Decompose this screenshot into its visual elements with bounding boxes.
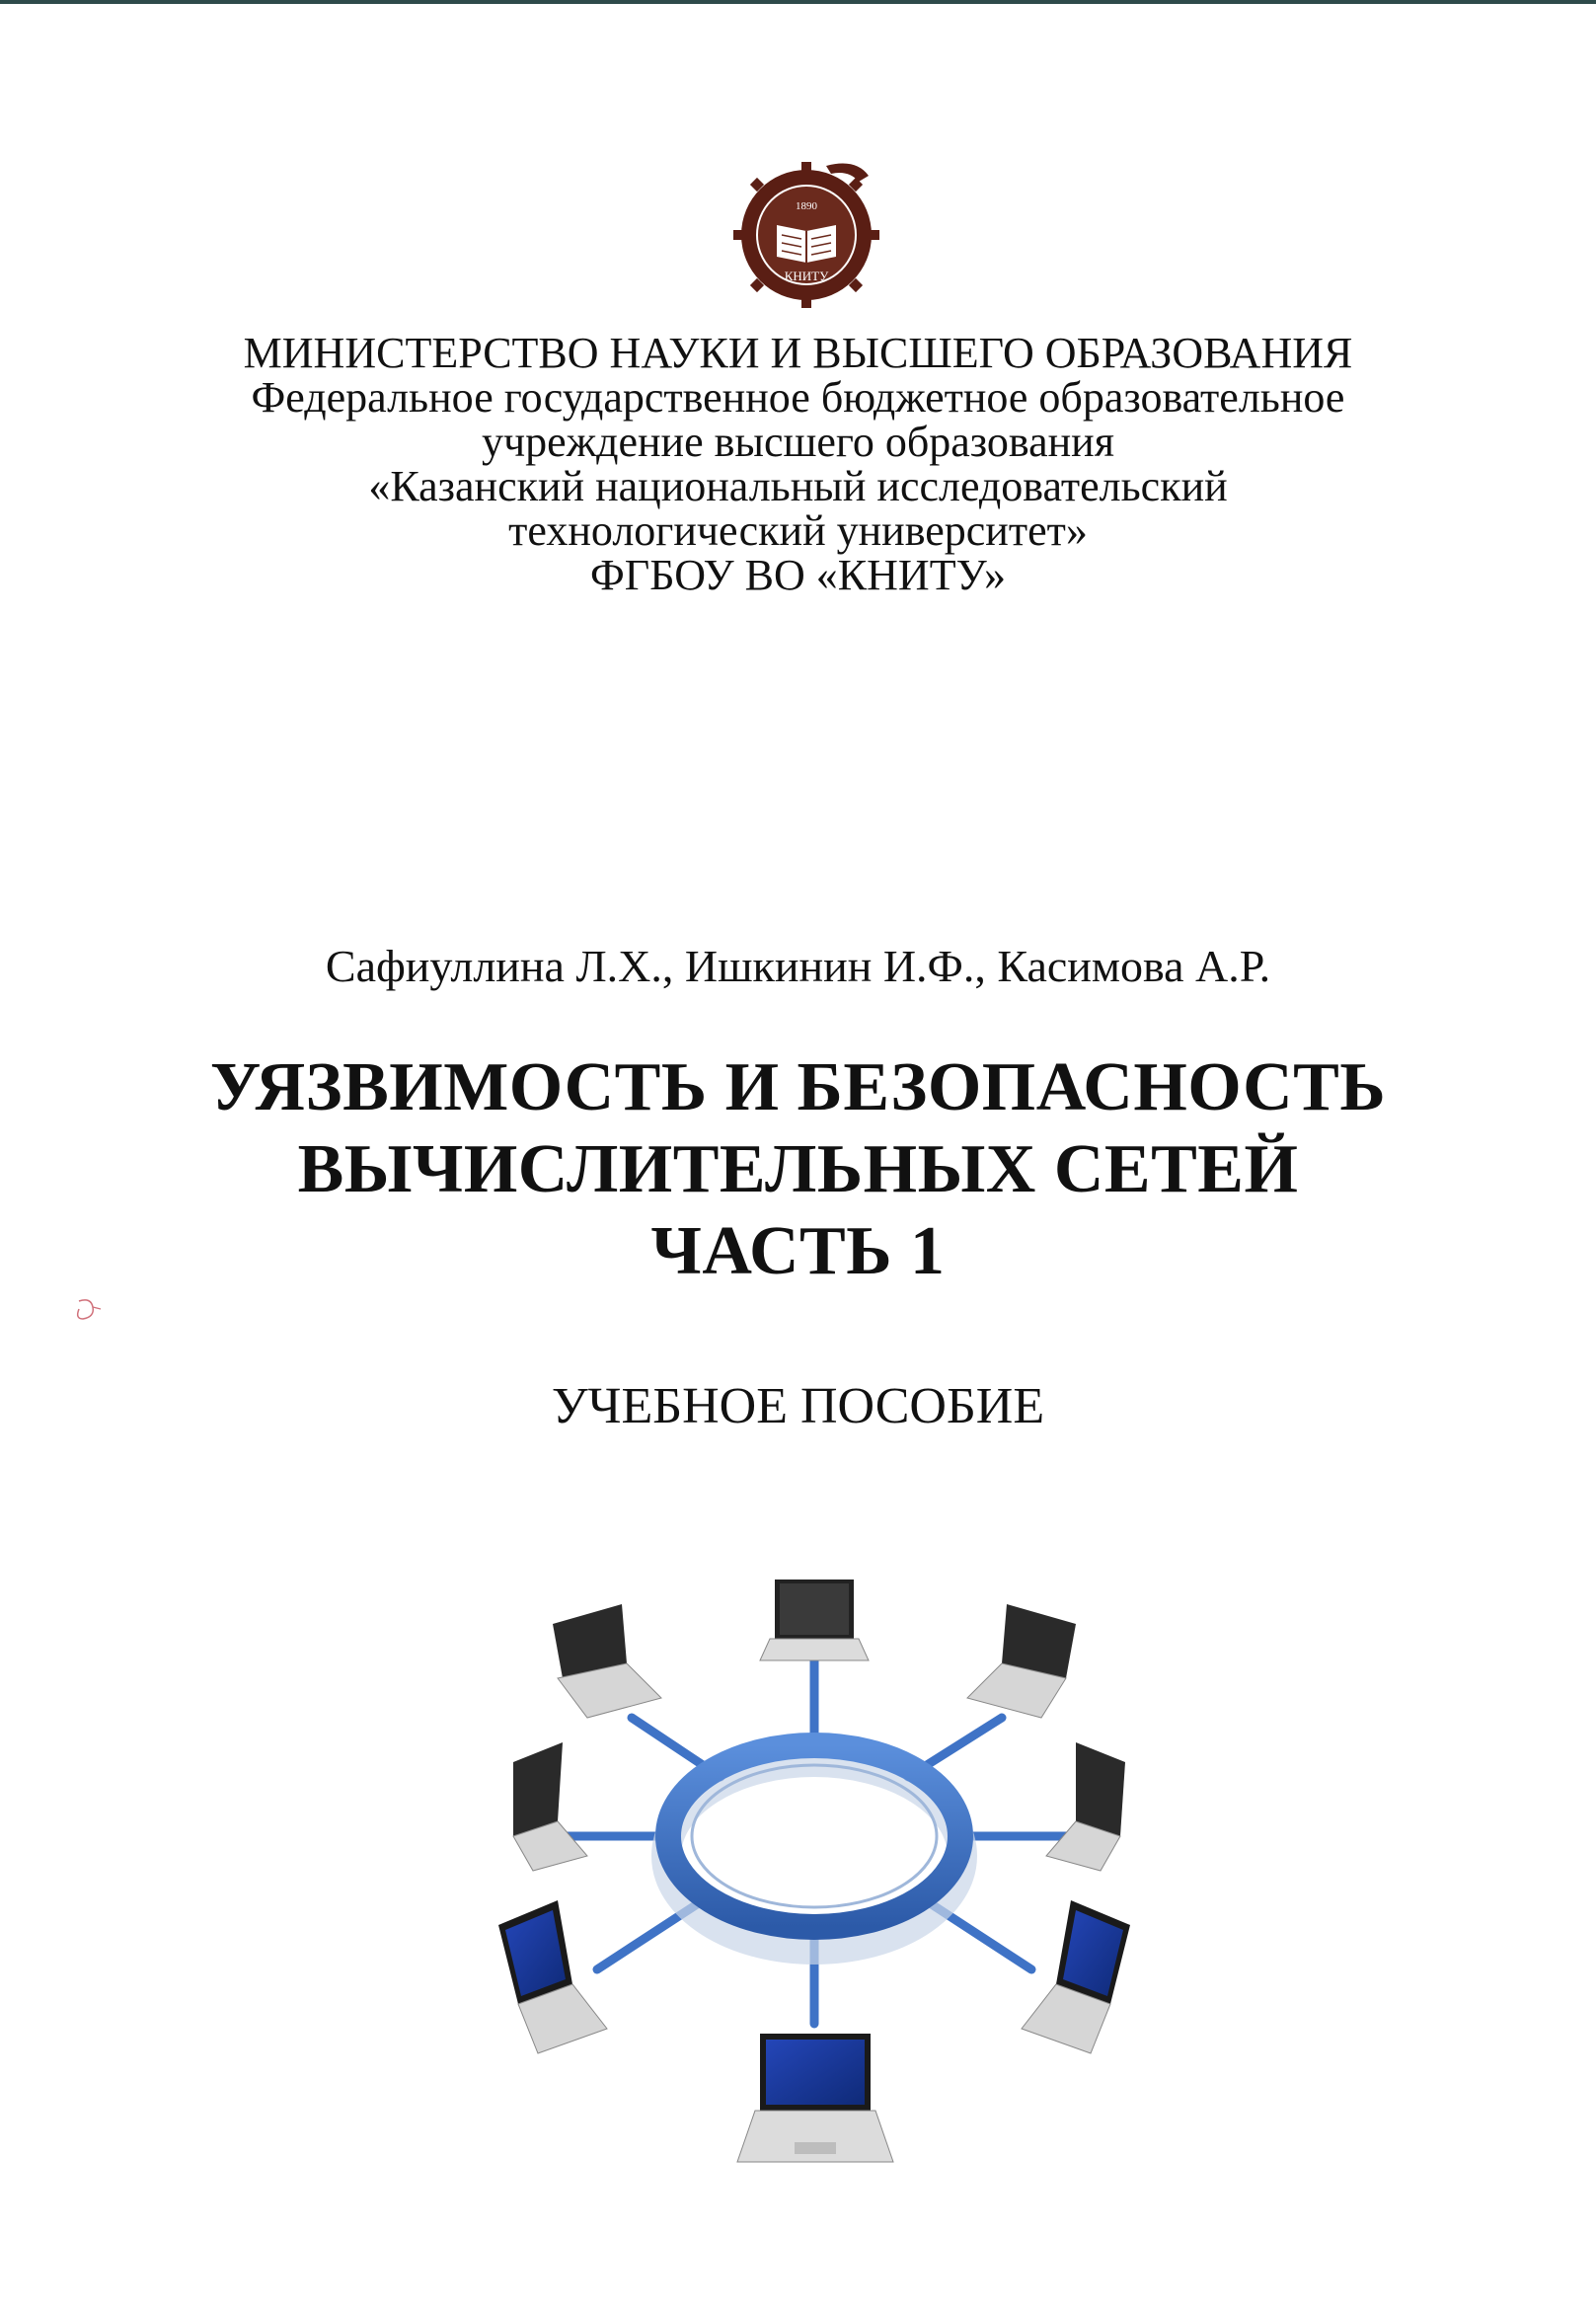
network-links	[568, 1649, 1066, 2024]
institution-header	[0, 331, 1596, 597]
institution-line: «Казанский национальный исследовательский	[368, 462, 1228, 510]
laptop-icon	[513, 1742, 587, 1871]
logo-year: 1890	[796, 200, 817, 212]
laptop-icon	[1046, 1742, 1125, 1871]
network-ring	[666, 1745, 962, 1950]
laptop-icon	[1022, 1900, 1130, 2053]
logo-name: КНИТУ	[784, 269, 829, 283]
institution-line: технологический университет»	[508, 506, 1088, 555]
book-title	[0, 1046, 1596, 1292]
laptop-icon	[760, 1580, 869, 1660]
institution-line: учреждение высшего образования	[482, 418, 1114, 466]
title-line: ВЫЧИСЛИТЕЛЬНЫХ СЕТЕЙ	[297, 1131, 1299, 1207]
title-part: ЧАСТЬ 1	[650, 1213, 946, 1289]
laptop-icon	[498, 1900, 607, 2053]
laptop-icon	[967, 1604, 1076, 1718]
page-top-edge	[0, 0, 1596, 4]
laptop-icon	[553, 1604, 661, 1718]
institution-line: Федеральное государственное бюджетное образовательное	[251, 373, 1345, 422]
pen-mark	[69, 1293, 109, 1333]
laptop-icon	[737, 2034, 893, 2162]
book-type: УЧЕБНОЕ ПОСОБИЕ	[551, 1378, 1045, 1434]
university-logo	[732, 148, 880, 316]
authors: Сафиуллина Л.Х., Ишкинин И.Ф., Касимова А.Р.	[325, 941, 1271, 991]
institution-abbreviation: ФГБОУ ВО «КНИТУ»	[590, 551, 1006, 599]
network-ring-illustration	[424, 1570, 1204, 2182]
title-line: УЯЗВИМОСТЬ И БЕЗОПАСНОСТЬ	[209, 1049, 1387, 1125]
ministry-name: МИНИСТЕРСТВО НАУКИ И ВЫСШЕГО ОБРАЗОВАНИЯ	[243, 329, 1353, 377]
